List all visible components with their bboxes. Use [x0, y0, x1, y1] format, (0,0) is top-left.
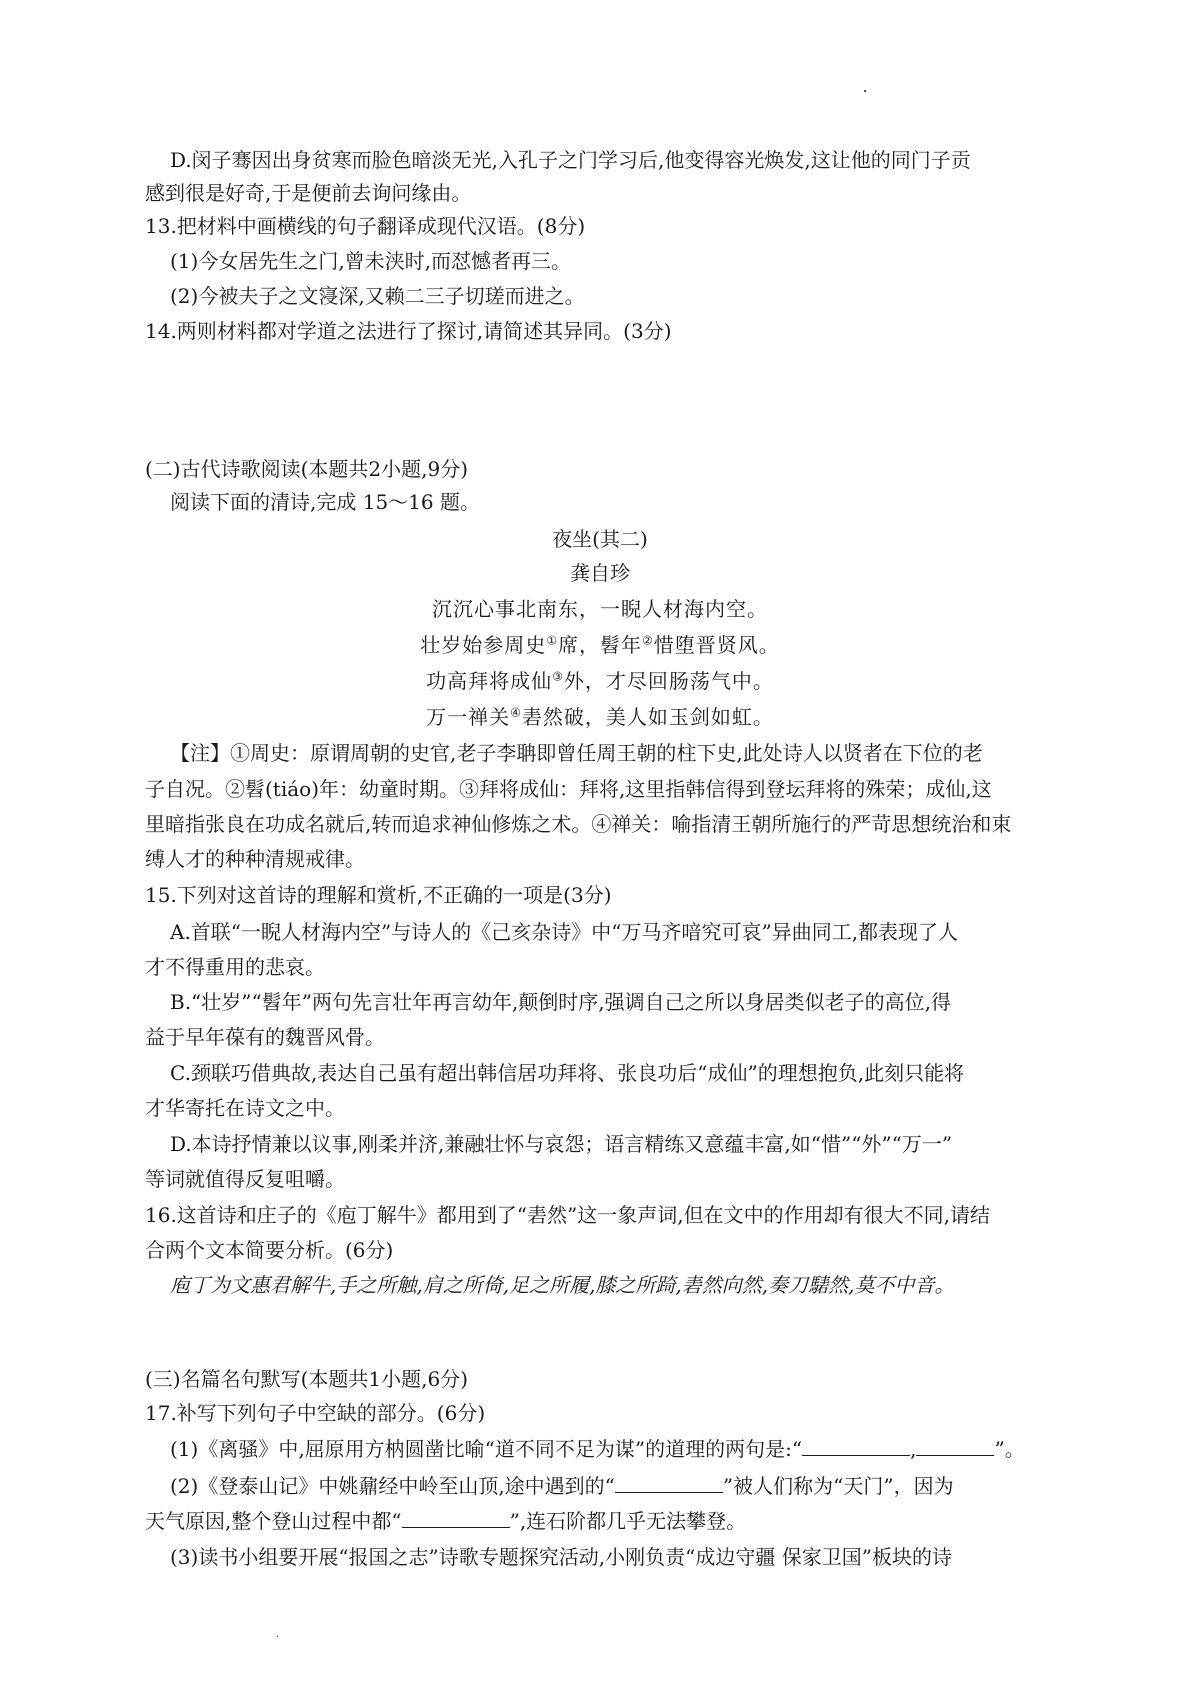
q13-item1: (1)今女居先生之门,曾未浃时,而怼憾者再三。 [170, 249, 572, 273]
q17-item3: (3)读书小组要开展“报国之志”诗歌专题探究活动,小刚负责“成边守疆 保家卫国”板块的诗 [170, 1545, 952, 1569]
section2-heading: (二)古代诗歌阅读(本题共2小题,9分) [145, 457, 469, 481]
q16-stem-line2: 合两个文本简要分析。(6分) [145, 1238, 394, 1262]
q17-item1-text: (1)《离骚》中,屈原用方枘圆凿比喻“道不同不足为谋”的道理的两句是:“ [170, 1437, 803, 1461]
poem-note-line1: 【注】①周史：原谓周朝的史官,老子李聃即曾任周王朝的柱下史,此处诗人以贤者在下位的老 [170, 741, 983, 765]
q17-item2-text-d: ”,连石阶都几乎无法攀登。 [509, 1509, 747, 1533]
scan-speck [864, 90, 866, 92]
poem-line-3-part-b: 外，才尽回肠荡气中。 [563, 669, 774, 693]
poem-note-line4: 缚人才的种种清规戒律。 [145, 847, 365, 871]
poem-line-3 [0, 669, 1200, 693]
q15-stem: 15.下列对这首诗的理解和赏析,不正确的一项是(3分) [145, 883, 612, 907]
poem-line-3-part-a: 功高拜将成仙 [426, 669, 553, 693]
q17-item1-end: ”。 [994, 1437, 1025, 1461]
poem-title: 夜坐(其二) [552, 527, 648, 551]
q17-item2-text-b: ”被人们称为“天门”，因为 [722, 1474, 954, 1498]
poem-note-line3: 里暗指张良在功成名就后,转而追求神仙修炼之术。④禅关：喻指清王朝所施行的严苛思想统治和束 [145, 812, 1012, 836]
poem-author: 龚自珍 [570, 561, 630, 585]
q15-option-c-line2: 才华寄托在诗文之中。 [145, 1096, 345, 1120]
q15-option-a-line2: 才不得重用的悲哀。 [145, 955, 325, 979]
footnote-marker-2: ② [642, 633, 654, 648]
section2-instruction: 阅读下面的清诗,完成 15～16 题。 [170, 490, 480, 514]
q12-option-d-line1: D.闵子骞因出身贫寒而脸色暗淡无光,入孔子之门学习后,他变得容光焕发,这让他的同门子贡 [170, 148, 971, 172]
scan-speck [277, 1636, 278, 1637]
footnote-marker-3: ③ [552, 669, 564, 684]
poem-line-2 [0, 633, 1200, 657]
q17-item2-text-a: (2)《登泰山记》中姚鼐经中岭至山顶,途中遇到的“ [170, 1474, 615, 1498]
q15-option-a-line1: A.首联“一睨人材海内空”与诗人的《己亥杂诗》中“万马齐喑究可哀”异曲同工,都表现了人 [170, 920, 959, 944]
poem-line-2-part-b: 席，髫年 [558, 633, 642, 657]
q17-item2-blank-1[interactable] [615, 1474, 723, 1493]
footnote-marker-4: ④ [510, 705, 522, 720]
q17-item2-line2 [145, 1509, 746, 1533]
q17-item1-separator: , [910, 1437, 917, 1461]
q12-option-d-line2: 感到很是好奇,于是便前去询问缘由。 [145, 181, 472, 205]
poem-line-1: 沉沉心事北南东，一睨人材海内空。 [432, 597, 768, 621]
poem-line-2-part-a: 壮岁始参周史 [420, 633, 547, 657]
q13-stem: 13.把材料中画横线的句子翻译成现代汉语。(8分) [145, 214, 586, 238]
poem-line-4-part-b: 砉然破，美人如玉剑如虹。 [521, 705, 774, 729]
q14-stem: 14.两则材料都对学道之法进行了探讨,请简述其异同。(3分) [145, 319, 672, 343]
poem-line-4 [0, 705, 1200, 729]
q17-stem: 17.补写下列句子中空缺的部分。(6分) [145, 1401, 486, 1425]
q15-option-b-line2: 益于早年葆有的魏晋风骨。 [145, 1025, 385, 1049]
footnote-marker-1: ① [546, 633, 558, 648]
q16-quote: 庖丁为文惠君解牛,手之所触,肩之所倚,足之所履,膝之所踦,砉然向然,奏刀騞然,莫不中音。 [170, 1273, 955, 1297]
poem-line-4-part-a: 万一禅关 [426, 705, 511, 729]
q17-item2-text-c: 天气原因,整个登山过程中都“ [145, 1509, 402, 1533]
q17-item1-blank-2[interactable] [916, 1437, 994, 1456]
q15-option-d-line2: 等词就值得反复咀嚼。 [145, 1167, 345, 1191]
q17-item1 [170, 1437, 1025, 1461]
q15-option-d-line1: D.本诗抒情兼以议事,刚柔并济,兼融壮怀与哀怨；语言精练又意蕴丰富,如“惜”“外”“万一” [170, 1132, 953, 1156]
q15-option-b-line1: B.“壮岁”“髫年”两句先言壮年再言幼年,颠倒时序,强调自己之所以身居类似老子的高位,得 [170, 990, 952, 1014]
q17-item1-blank-1[interactable] [802, 1437, 910, 1456]
q15-option-c-line1: C.颈联巧借典故,表达自己虽有超出韩信居功拜将、张良功后“成仙”的理想抱负,此刻只能将 [170, 1061, 965, 1085]
section3-heading: (三)名篇名句默写(本题共1小题,6分) [145, 1367, 469, 1391]
poem-note-line2: 子自况。②髫(tiáo)年：幼童时期。③拜将成仙：拜将,这里指韩信得到登坛拜将的殊荣；成仙,这 [145, 777, 992, 801]
poem-line-2-part-c: 惜堕晋贤风。 [653, 633, 780, 657]
q17-item2-line1 [170, 1474, 954, 1498]
q17-item2-blank-2[interactable] [402, 1509, 510, 1528]
q16-stem-line1: 16.这首诗和庄子的《庖丁解牛》都用到了“砉然”这一象声词,但在文中的作用却有很大不同,请结 [145, 1203, 990, 1227]
q13-item2: (2)今被夫子之文寖深,又赖二三子切瑳而进之。 [170, 284, 585, 308]
